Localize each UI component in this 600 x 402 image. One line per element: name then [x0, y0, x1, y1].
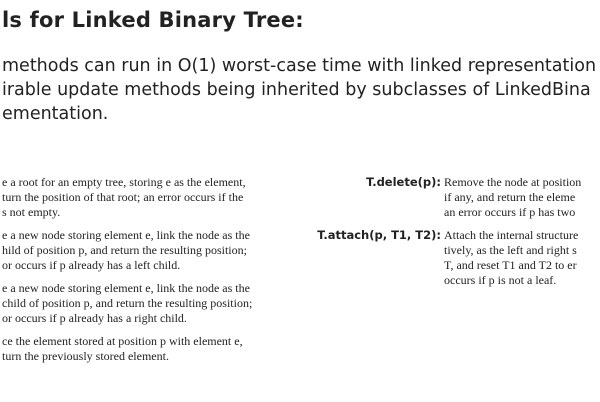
description-line: occurs if p is not a leaf. [444, 273, 557, 287]
description-line: if any, and return the eleme [444, 190, 576, 204]
description-line: tively, as the left and right s [444, 243, 577, 257]
intro-line: ementation. [2, 104, 109, 124]
description-line: Attach the internal structure [444, 228, 579, 242]
method-signature: T.attach(p, T1, T2): [317, 228, 441, 242]
add-root-description [2, 175, 302, 220]
description-line: turn the previously stored element. [2, 349, 169, 363]
add-left-description [2, 228, 302, 273]
description-line: e a new node storing element e, link the node as the [2, 228, 250, 242]
delete-method-row [300, 175, 600, 220]
intro-text [2, 54, 600, 126]
description-line: e a new node storing element e, link the node as the [2, 281, 250, 295]
description-line: turn the position of that root; an error occurs if the [2, 190, 244, 204]
description-line: or occurs if p already has a left child. [2, 258, 181, 272]
description-line: or occurs if p already has a right child. [2, 311, 187, 325]
attach-method-row [300, 228, 600, 288]
method-description [444, 228, 578, 288]
right-method-column [300, 175, 600, 296]
left-method-column [2, 175, 302, 372]
description-line: T, and reset T1 and T2 to er [444, 258, 577, 272]
intro-line: irable update methods being inherited by subclasses of LinkedBina [2, 80, 591, 100]
description-line: child of position p, and return the resulting position; [2, 296, 253, 310]
add-right-description [2, 281, 302, 326]
description-line: ce the element stored at position p with element e, [2, 334, 243, 348]
description-line: an error occurs if p has two [444, 205, 576, 219]
slide-title: ls for Linked Binary Tree: [2, 8, 304, 32]
description-line: hild of position p, and return the resulting position; [2, 243, 247, 257]
method-description [444, 175, 581, 220]
description-line: Remove the node at position [444, 175, 582, 189]
replace-description [2, 334, 302, 364]
description-line: s not empty. [2, 205, 61, 219]
intro-line: methods can run in O(1) worst-case time with linked representation [2, 56, 597, 76]
method-signature: T.delete(p): [366, 175, 441, 189]
description-line: e a root for an empty tree, storing e as the element, [2, 175, 246, 189]
